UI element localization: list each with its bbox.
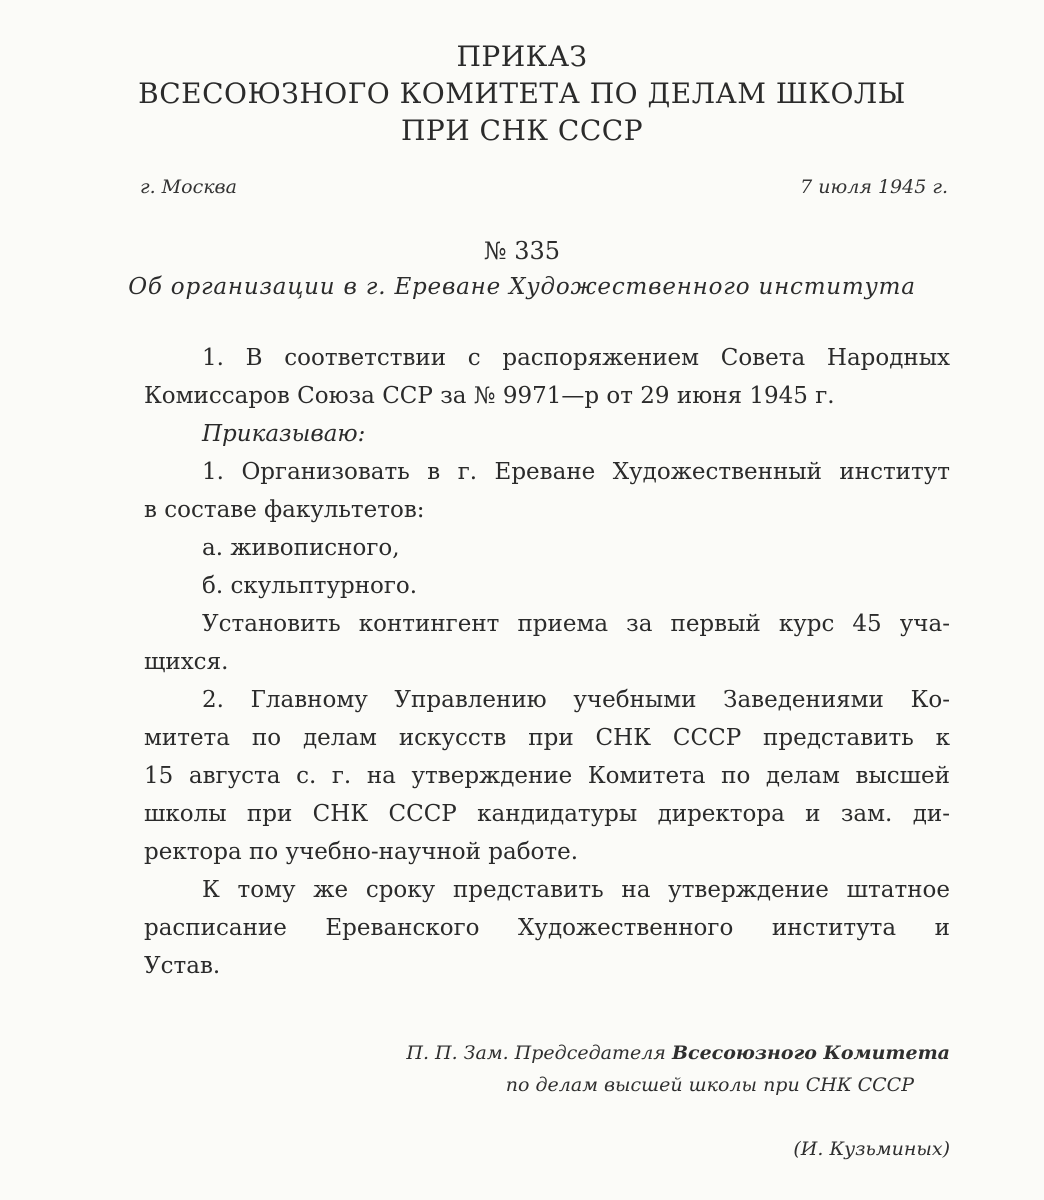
header-title: ПРИКАЗ [456, 40, 588, 73]
paragraph-line: 1. Организовать в г. Ереване Художественный институт [202, 459, 950, 485]
signature-position-prefix: П. П. Зам. Председателя [406, 1042, 666, 1064]
paragraph-line: в составе факультетов: [144, 497, 425, 523]
header-committee: ВСЕСОЮЗНОГО КОМИТЕТА ПО ДЕЛАМ ШКОЛЫ [138, 77, 906, 110]
faculty-item: а. живописного, [202, 535, 400, 561]
document-body [144, 339, 950, 985]
signature-position [406, 1037, 950, 1069]
signer-name: (И. Кузьминых) [793, 1138, 950, 1160]
paragraph-line: 2. Главному Управлению учебными Заведениями Ко- [202, 687, 950, 713]
paragraph-line: щихся. [144, 649, 229, 675]
paragraph-line: Устав. [144, 953, 221, 979]
place-date-row [140, 176, 948, 208]
order-number: № 335 [483, 237, 561, 265]
signature-block [406, 1037, 950, 1101]
order-subject: Об организации в г. Ереване Художественного института [128, 274, 916, 300]
signature-position-committee: Всесоюзного Комитета [671, 1042, 950, 1064]
place: г. Москва [140, 176, 237, 198]
faculty-item: б. скульптурного. [202, 573, 418, 599]
document-header [0, 38, 1044, 149]
paragraph-line: 15 августа с. г. на утверждение Комитета по делам высшей [144, 763, 950, 789]
date: 7 июля 1945 г. [800, 176, 948, 198]
signature-position-continued: по делам высшей школы при СНК СССР [505, 1074, 914, 1096]
paragraph-line: школы при СНК СССР кандидатуры директора и зам. ди- [144, 801, 950, 827]
paragraph-line: К тому же сроку представить на утверждение штатное [202, 877, 950, 903]
paragraph-line: митета по делам искусств при СНК СССР представить к [144, 725, 950, 751]
paragraph-line: Установить контингент приема за первый курс 45 уча- [202, 611, 950, 637]
paragraph-line: 1. В соответствии с распоряжением Совета Народных [202, 345, 950, 371]
paragraph-line: Комиссаров Союза ССР за № 9971—р от 29 июня 1945 г. [144, 383, 835, 409]
paragraph-line: ректора по учебно-научной работе. [144, 839, 579, 865]
header-council: ПРИ СНК СССР [400, 114, 644, 147]
order-verb: Приказываю: [202, 421, 366, 447]
paragraph-line: расписание Ереванского Художественного института и [144, 915, 950, 941]
